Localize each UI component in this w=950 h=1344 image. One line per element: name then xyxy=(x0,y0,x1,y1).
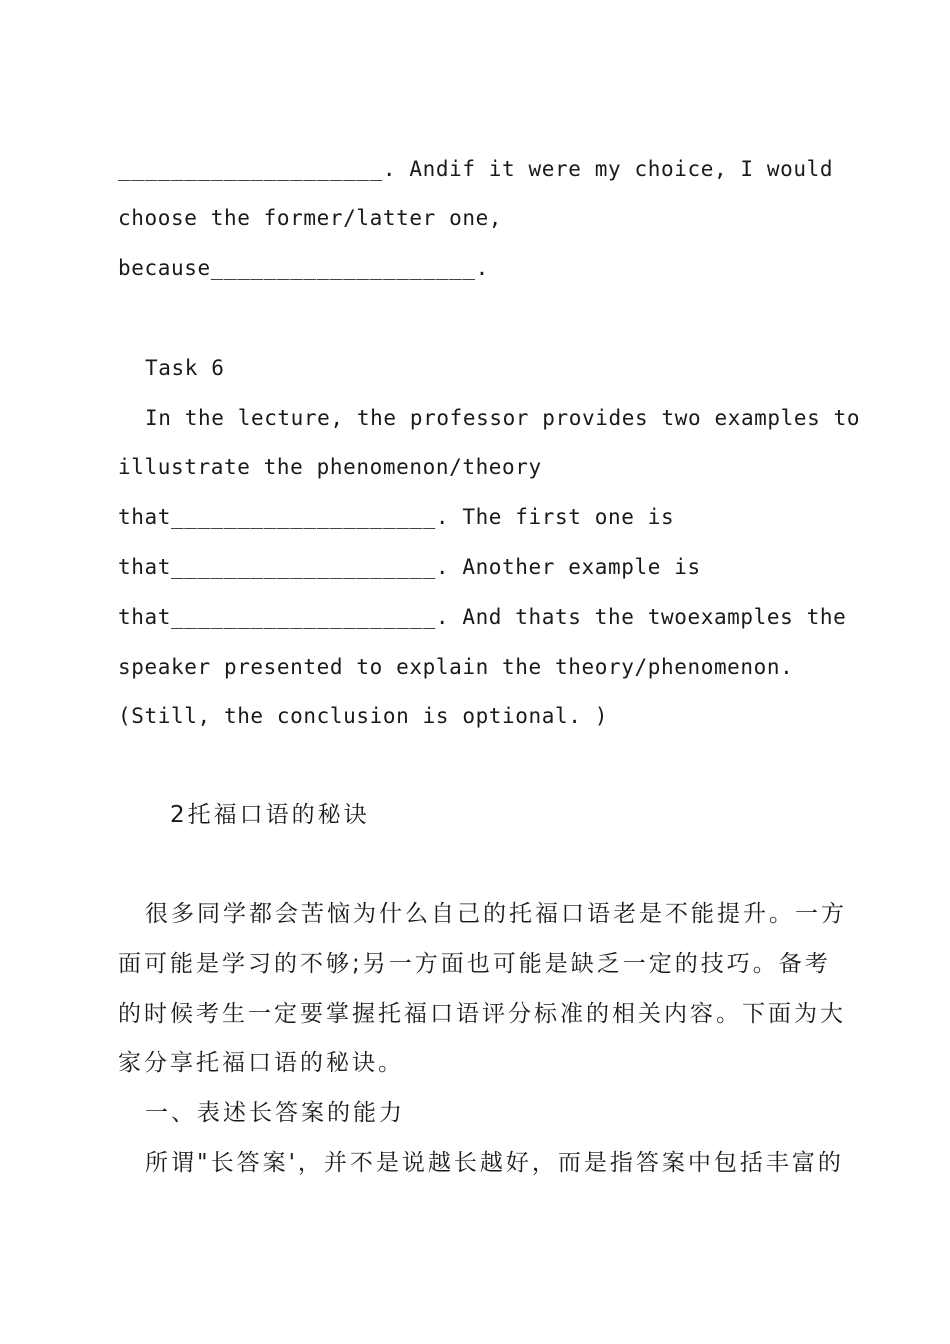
sub-heading: 一、表述长答案的能力 xyxy=(145,1100,405,1126)
intro-line-3: 的时候考生一定要掌握托福口语评分标准的相关内容。下面为大 xyxy=(118,1001,846,1027)
task5-line-1: ____________________. Andif it were my choice, I would xyxy=(118,157,834,181)
task6-line-1: In the lecture, the professor provides two examples to xyxy=(145,406,861,430)
task6-line-7: (Still, the conclusion is optional. ) xyxy=(118,704,608,728)
task6-line-2: illustrate the phenomenon/theory xyxy=(118,455,542,479)
task6-line-5: that____________________. And thats the twoexamples the xyxy=(118,605,847,629)
section-heading: 2托福口语的秘诀 xyxy=(170,802,370,828)
task6-line-4: that____________________. Another example is xyxy=(118,555,701,579)
intro-line-2: 面可能是学习的不够;另一方面也可能是缺乏一定的技巧。备考 xyxy=(118,951,831,977)
task6-line-6: speaker presented to explain the theory/phenomenon. xyxy=(118,655,794,679)
intro-line-1: 很多同学都会苦恼为什么自己的托福口语老是不能提升。一方 xyxy=(145,901,847,927)
task5-line-2: choose the former/latter one, xyxy=(118,206,503,230)
intro-line-4: 家分享托福口语的秘诀。 xyxy=(118,1050,404,1076)
task6-title: Task 6 xyxy=(145,356,225,380)
task5-line-3: because____________________. xyxy=(118,256,489,280)
paragraph-line: 所谓"长答案'，并不是说越长越好，而是指答案中包括丰富的 xyxy=(145,1150,844,1176)
task6-line-3: that____________________. The first one is xyxy=(118,505,675,529)
